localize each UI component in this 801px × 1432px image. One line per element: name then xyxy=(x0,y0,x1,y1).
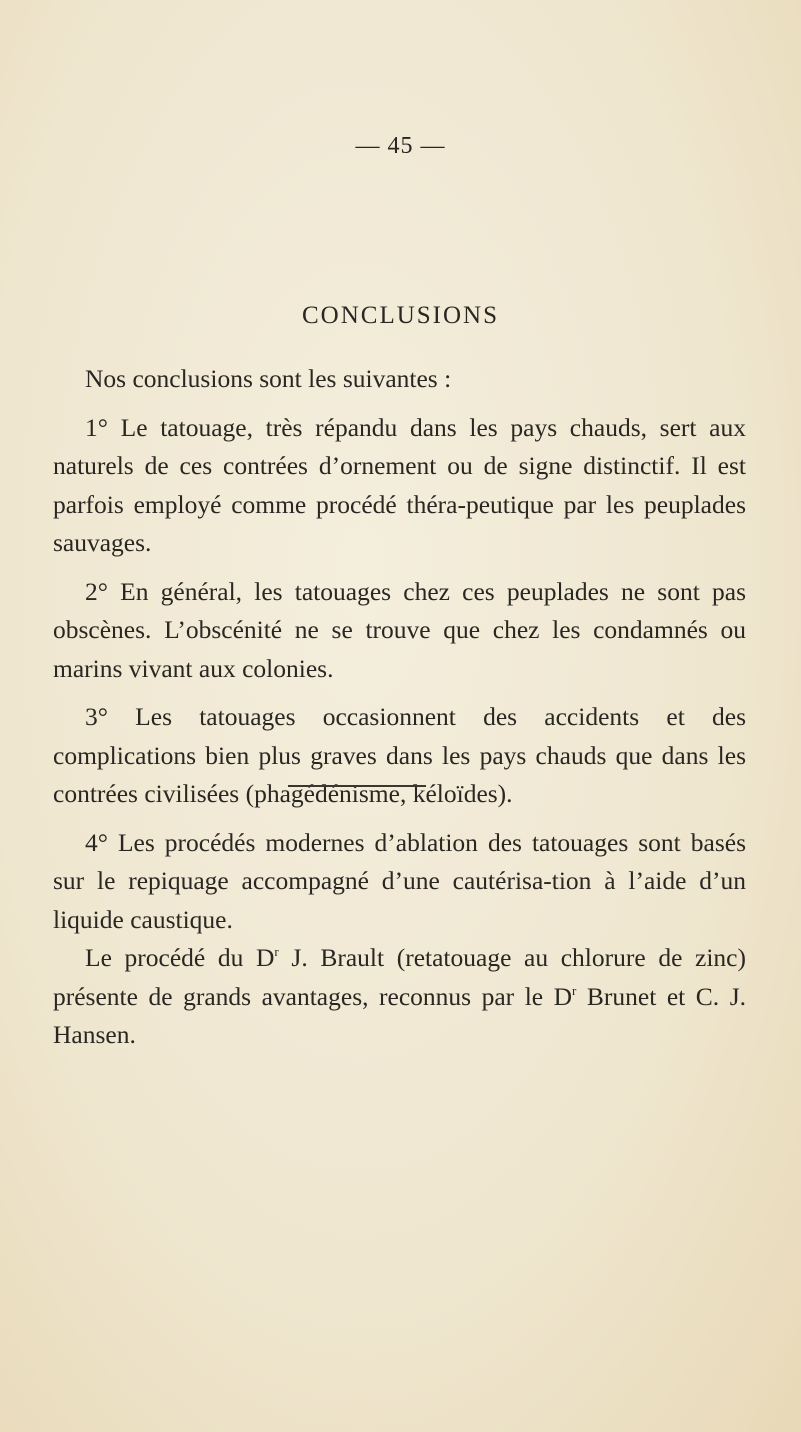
doctor-abbrev-2: r xyxy=(572,982,577,998)
doctor-abbrev-1: r xyxy=(274,944,279,959)
final-text-2: J. Brault (retatouage au chlorure de zinc) présente de grands avantages, reconnus par le D xyxy=(53,943,746,1011)
intro-paragraph: Nos conclusions sont les suivantes : xyxy=(85,364,452,393)
page-number: — 45 — xyxy=(355,133,446,159)
conclusion-point-1: 1° Le tatouage, très répandu dans les pays chauds, sert aux naturels de ces contrées d’ornement ou de signe distinctif. Il est parfois employé comme procédé théra-peutique par les peuplades sauvages. xyxy=(53,412,746,557)
final-paragraph xyxy=(53,939,746,1055)
page-title: CONCLUSIONS xyxy=(301,302,500,329)
conclusion-point-2: 2° En général, les tatouages chez ces peuplades ne sont pas obscènes. L’obscénité ne se trouve que chez les condamnés ou marins vivant aux colonies. xyxy=(53,576,746,683)
conclusion-point-3: 3° Les tatouages occasionnent des accidents et des complications bien plus graves dans les pays chauds que dans les contrées civilisées (phagédénisme, kéloïdes). xyxy=(53,702,746,808)
final-text-1: Le procédé du D xyxy=(85,943,275,972)
closing-rule xyxy=(288,785,426,787)
body-text xyxy=(53,360,746,1055)
final-text-3: Brunet et C. J. Hansen. xyxy=(53,981,746,1049)
conclusion-point-4: 4° Les procédés modernes d’ablation des tatouages sont basés sur le repiquage accompagné d’une cautérisa-tion à l’aide d’un liquide caustique. xyxy=(53,827,746,934)
